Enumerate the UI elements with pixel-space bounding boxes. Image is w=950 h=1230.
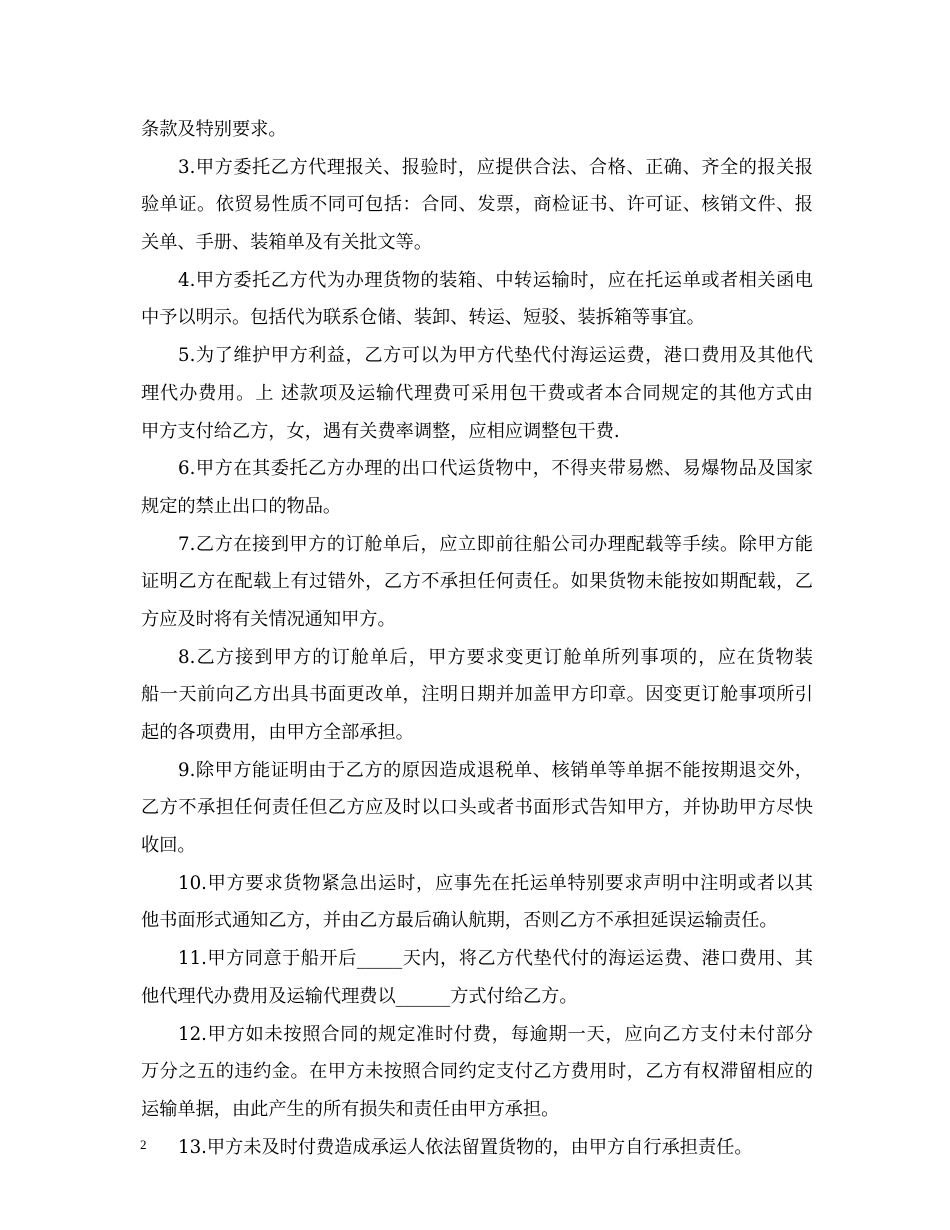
text-line: 中予以明示。包括代为联系仓储、装卸、转运、短驳、装拆箱等事宜。 bbox=[141, 307, 705, 329]
text-line: 验单证。依贸易性质不同可包括：合同、发票，商检证书、许可证、核销文件、报 bbox=[141, 194, 813, 216]
text-line: 船一天前向乙方出具书面更改单，注明日期并加盖甲方印章。因变更订舱事项所引 bbox=[141, 684, 813, 706]
text-line: 万分之五的违约金。在甲方未按照合同约定支付乙方费用时，乙方有权滞留相应的 bbox=[141, 1061, 813, 1083]
text-line: 11.甲方同意于船开后_____天内，将乙方代垫代付的海运运费、港口费用、其 bbox=[178, 948, 813, 970]
text-line: 甲方支付给乙方，女，遇有关费率调整，应相应调整包干费. bbox=[141, 420, 620, 442]
text-line: 条款及特别要求。 bbox=[141, 119, 287, 140]
text-line: 乙方不承担任何责任但乙方应及时以口头或者书面形式告知甲方，并协助甲方尽快 bbox=[141, 797, 813, 819]
contract-body bbox=[141, 111, 813, 1166]
text-line: 他代理代办费用及运输代理费以______方式付给乙方。 bbox=[141, 985, 578, 1007]
text-line: 关单、手册、装箱单及有关批文等。 bbox=[141, 232, 433, 254]
text-line: 13.甲方未及时付费造成承运人依法留置货物的，由甲方自行承担责任。 bbox=[178, 1136, 753, 1158]
text-line: 7.乙方在接到甲方的订舱单后，应立即前往船公司办理配载等手续。除甲方能 bbox=[178, 533, 813, 555]
text-line: 收回。 bbox=[141, 835, 196, 857]
text-line: 3.甲方委托乙方代理报关、报验时，应提供合法、合格、正确、齐全的报关报 bbox=[178, 156, 813, 178]
page-number: 2 bbox=[140, 1137, 147, 1152]
text-line: 9.除甲方能证明由于乙方的原因造成退税单、核销单等单据不能按期退交外， bbox=[178, 759, 813, 781]
text-line: 方应及时将有关情况通知甲方。 bbox=[141, 608, 396, 630]
text-line: 规定的禁止出口的物品。 bbox=[141, 495, 342, 517]
text-line: 他书面形式通知乙方，并由乙方最后确认航期，否则乙方不承担延误运输责任。 bbox=[141, 910, 778, 932]
text-line: 运输单据，由此产生的所有损失和责任由甲方承担。 bbox=[141, 1098, 560, 1120]
text-line: 10.甲方要求货物紧急出运时，应事先在托运单特别要求声明中注明或者以其 bbox=[178, 872, 813, 894]
text-line: 起的各项费用，由甲方全部承担。 bbox=[141, 722, 414, 743]
text-line: 8.乙方接到甲方的订舱单后，甲方要求变更订舱单所列事项的，应在货物装 bbox=[178, 646, 813, 668]
text-line: 证明乙方在配载上有过错外，乙方不承担任何责任。如果货物未能按如期配载，乙 bbox=[141, 571, 813, 593]
text-line: 6.甲方在其委托乙方办理的出口代运货物中，不得夹带易燃、易爆物品及国家 bbox=[178, 458, 813, 480]
text-line: 5.为了维护甲方利益，乙方可以为甲方代垫代付海运运费，港口费用及其他代 bbox=[178, 345, 813, 367]
text-line: 理代办费用。上 述款项及运输代理费可采用包干费或者本合同规定的其他方式由 bbox=[141, 382, 813, 404]
text-line: 12.甲方如未按照合同的规定准时付费，每逾期一天，应向乙方支付未付部分 bbox=[178, 1023, 813, 1045]
text-line: 4.甲方委托乙方代为办理货物的装箱、中转运输时，应在托运单或者相关函电 bbox=[178, 269, 813, 291]
